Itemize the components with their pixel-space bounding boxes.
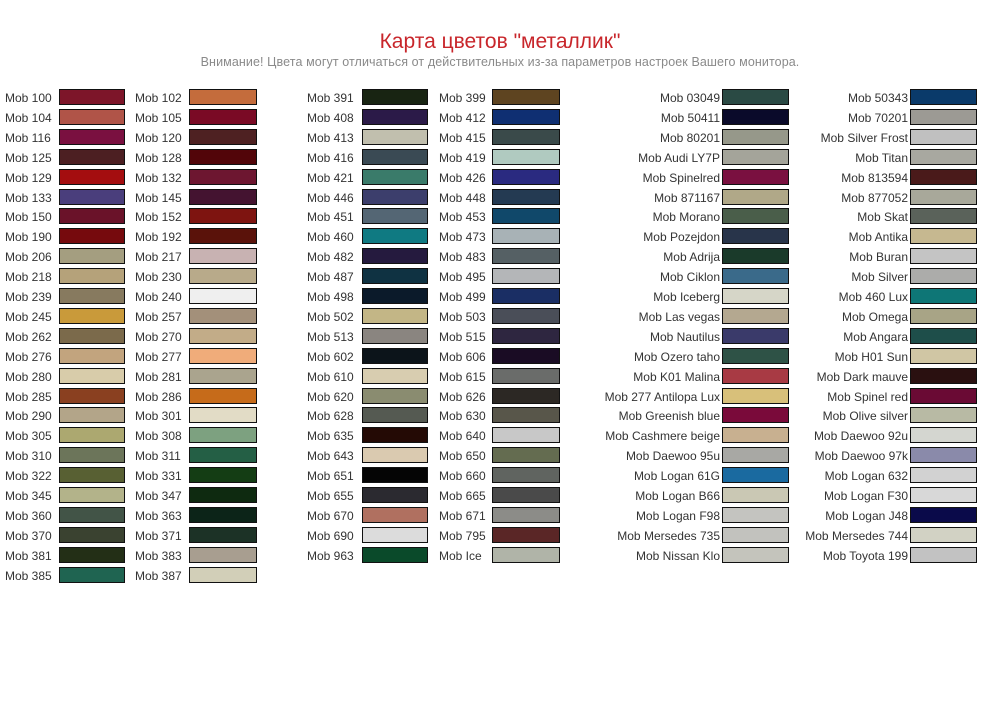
color-code-label: Mob 128: [135, 150, 182, 165]
color-code-label: Mob 383: [135, 548, 182, 563]
color-code-label: Mob 301: [135, 409, 182, 424]
color-swatch: [910, 248, 977, 264]
color-swatch: [362, 388, 428, 404]
color-swatch: [722, 368, 789, 384]
color-swatch: [189, 89, 257, 105]
color-code-label: Mob 03049: [659, 91, 720, 105]
color-code-label: Mob Logan F30: [823, 489, 908, 503]
color-swatch: [59, 507, 125, 523]
color-swatch: [362, 407, 428, 423]
color-swatch: [492, 388, 560, 404]
color-code-label: Mob Nissan Klo: [635, 548, 720, 563]
color-swatch: [910, 308, 977, 324]
color-code-label: Mob 360: [5, 508, 52, 523]
color-swatch: [910, 467, 977, 483]
color-swatch: [59, 208, 125, 224]
color-code-label: Mob 206: [5, 250, 52, 265]
color-swatch: [362, 208, 428, 224]
color-swatch: [492, 208, 560, 224]
color-code-label: Mob 331: [135, 469, 182, 484]
color-code-label: Mob 655: [307, 489, 354, 503]
color-code-label: Mob 640: [439, 429, 486, 444]
color-swatch: [910, 268, 977, 284]
color-code-label: Mob Toyota 199: [822, 548, 908, 563]
color-swatch: [910, 507, 977, 523]
color-code-label: Mob 192: [135, 230, 182, 245]
color-swatch: [189, 427, 257, 443]
color-swatch: [492, 427, 560, 443]
color-code-label: Mob 276: [5, 349, 52, 364]
color-swatch: [910, 109, 977, 125]
color-swatch: [492, 129, 560, 145]
color-swatch: [722, 507, 789, 523]
color-code-label: Mob 671: [439, 508, 486, 523]
color-swatch: [910, 547, 977, 563]
color-code-label: Mob 218: [5, 270, 52, 285]
color-code-label: Mob Adrija: [663, 250, 720, 265]
color-swatch: [189, 328, 257, 344]
color-code-label: Mob 448: [439, 190, 486, 205]
color-code-label: Mob 628: [307, 409, 354, 424]
color-code-label: Mob 813594: [841, 170, 908, 185]
color-code-label: Mob 152: [135, 210, 182, 225]
color-code-label: Mob 460: [307, 230, 354, 245]
color-code-label: Mob 310: [5, 449, 52, 464]
color-swatch: [492, 447, 560, 463]
color-code-label: Mob 498: [307, 290, 354, 304]
color-code-label: Mob 120: [135, 130, 182, 145]
color-code-label: Mob Ice: [439, 548, 482, 563]
color-code-label: Mob 270: [135, 329, 182, 344]
page-title: Карта цветов "металлик": [379, 30, 621, 53]
color-swatch: [910, 228, 977, 244]
color-code-label: Mob 419: [439, 150, 486, 165]
color-swatch: [492, 149, 560, 165]
color-code-label: Mob 125: [5, 150, 52, 165]
color-code-label: Mob 620: [307, 389, 354, 404]
color-code-label: Mob 230: [135, 270, 182, 285]
color-swatch: [362, 308, 428, 324]
color-swatch: [362, 189, 428, 205]
color-code-label: Mob 513: [307, 329, 354, 344]
color-code-label: Mob 415: [439, 130, 486, 145]
color-swatch: [722, 407, 789, 423]
color-swatch: [722, 447, 789, 463]
color-code-label: Mob Logan F98: [635, 508, 720, 523]
color-swatch: [910, 368, 977, 384]
color-code-label: Mob 102: [135, 91, 182, 105]
color-code-label: Mob 963: [307, 548, 354, 563]
color-code-label: Mob 412: [439, 110, 486, 125]
color-code-label: Mob 290: [5, 409, 52, 424]
color-swatch: [189, 348, 257, 364]
color-code-label: Mob 217: [135, 250, 182, 265]
color-swatch: [362, 169, 428, 185]
color-code-label: Mob Olive silver: [822, 409, 908, 424]
color-swatch: [59, 407, 125, 423]
color-code-label: Mob 363: [135, 508, 182, 523]
color-code-label: Mob 495: [439, 270, 486, 285]
color-swatch: [362, 447, 428, 463]
color-code-label: Mob Iceberg: [653, 290, 720, 304]
color-swatch: [59, 189, 125, 205]
color-swatch: [59, 89, 125, 105]
color-swatch: [722, 129, 789, 145]
color-code-label: Mob Omega: [841, 309, 908, 324]
color-swatch: [59, 427, 125, 443]
color-code-label: Mob 370: [5, 528, 52, 543]
color-code-label: Mob 245: [5, 309, 52, 324]
color-code-label: Mob 670: [307, 508, 354, 523]
color-code-label: Mob 311: [135, 449, 181, 464]
color-swatch: [492, 89, 560, 105]
color-code-label: Mob 690: [307, 528, 354, 543]
color-code-label: Mob 408: [307, 110, 354, 125]
color-code-label: Mob 602: [307, 349, 354, 364]
color-swatch: [189, 407, 257, 423]
color-code-label: Mob 413: [307, 130, 354, 145]
color-swatch: [189, 447, 257, 463]
color-code-label: Mob Audi LY7P: [638, 150, 720, 165]
color-swatch: [362, 89, 428, 105]
color-swatch: [722, 208, 789, 224]
color-swatch: [362, 467, 428, 483]
color-code-label: Mob Daewoo 95u: [625, 449, 720, 464]
color-swatch: [492, 228, 560, 244]
color-code-label: Mob 262: [5, 329, 52, 344]
color-code-label: Mob 371: [135, 528, 182, 543]
color-swatch: [910, 427, 977, 443]
color-swatch: [722, 547, 789, 563]
color-swatch: [59, 567, 125, 583]
color-code-label: Mob 104: [5, 110, 52, 125]
color-code-label: Mob H01 Sun: [834, 349, 908, 364]
color-swatch: [910, 149, 977, 165]
color-swatch: [362, 129, 428, 145]
color-code-label: Mob 150: [5, 210, 52, 225]
color-swatch: [492, 189, 560, 205]
color-swatch: [492, 169, 560, 185]
color-code-label: Mob Pozejdon: [643, 230, 720, 245]
color-swatch: [492, 308, 560, 324]
color-swatch: [910, 348, 977, 364]
color-swatch: [910, 208, 977, 224]
color-swatch: [59, 348, 125, 364]
color-code-label: Mob 129: [5, 170, 52, 185]
color-swatch: [722, 288, 789, 304]
color-code-label: Mob 391: [307, 91, 354, 105]
color-code-label: Mob 451: [307, 210, 354, 225]
color-code-label: Mob 483: [439, 250, 486, 265]
color-code-label: Mob 286: [135, 389, 182, 404]
color-code-label: Mob 305: [5, 429, 52, 444]
color-swatch: [189, 228, 257, 244]
color-swatch: [59, 149, 125, 165]
color-code-label: Mob Las vegas: [638, 309, 720, 324]
color-code-label: Mob Mersedes 735: [617, 528, 720, 543]
color-swatch: [189, 109, 257, 125]
color-code-label: Mob 387: [135, 568, 182, 583]
color-code-label: Mob 795: [439, 528, 486, 543]
color-code-label: Mob Ciklon: [659, 270, 720, 285]
color-swatch: [189, 189, 257, 205]
color-code-label: Mob 482: [307, 250, 354, 265]
color-code-label: Mob 665: [439, 489, 486, 503]
color-swatch: [362, 109, 428, 125]
color-swatch: [910, 189, 977, 205]
color-code-label: Mob Spinelred: [642, 170, 720, 185]
color-swatch: [910, 388, 977, 404]
color-swatch: [189, 388, 257, 404]
color-swatch: [910, 288, 977, 304]
color-swatch: [722, 328, 789, 344]
color-code-label: Mob K01 Malina: [633, 369, 720, 384]
color-code-label: Mob 630: [439, 409, 486, 424]
color-swatch: [492, 547, 560, 563]
color-swatch: [59, 368, 125, 384]
color-swatch: [59, 447, 125, 463]
color-code-label: Mob Logan J48: [825, 508, 908, 523]
color-code-label: Mob 416: [307, 150, 354, 165]
color-swatch: [492, 487, 560, 503]
color-code-label: Mob Spinel red: [827, 389, 908, 404]
color-code-label: Mob 515: [439, 329, 486, 344]
color-code-label: Mob 446: [307, 190, 354, 205]
color-code-label: Mob 502: [307, 309, 354, 324]
color-swatch: [59, 547, 125, 563]
color-code-label: Mob 635: [307, 429, 354, 444]
color-swatch: [362, 547, 428, 563]
color-code-label: Mob Buran: [849, 250, 908, 265]
color-swatch: [910, 169, 977, 185]
color-code-label: Mob Skat: [857, 210, 908, 225]
color-code-label: Mob 487: [307, 270, 354, 285]
color-swatch: [492, 348, 560, 364]
color-swatch: [492, 527, 560, 543]
color-swatch: [362, 368, 428, 384]
color-swatch: [492, 268, 560, 284]
color-swatch: [722, 427, 789, 443]
page-subtitle: Внимание! Цвета могут отличаться от действительных из-за параметров настроек Вашего монитора.: [200, 55, 800, 69]
color-swatch: [189, 248, 257, 264]
color-swatch: [910, 328, 977, 344]
color-swatch: [492, 248, 560, 264]
color-swatch: [189, 268, 257, 284]
color-swatch: [189, 547, 257, 563]
color-swatch: [492, 467, 560, 483]
color-swatch: [189, 487, 257, 503]
color-swatch: [362, 228, 428, 244]
color-code-label: Mob 105: [135, 110, 182, 125]
color-swatch: [910, 89, 977, 105]
color-code-label: Mob 345: [5, 489, 52, 503]
color-swatch: [362, 487, 428, 503]
color-swatch: [59, 129, 125, 145]
color-code-label: Mob 116: [5, 130, 51, 145]
color-swatch: [189, 149, 257, 165]
color-swatch: [362, 427, 428, 443]
color-swatch: [59, 268, 125, 284]
color-code-label: Mob Daewoo 97k: [814, 449, 908, 464]
color-code-label: Mob 453: [439, 210, 486, 225]
color-code-label: Mob 50411: [660, 110, 720, 125]
color-swatch: [362, 348, 428, 364]
color-swatch: [189, 368, 257, 384]
color-swatch: [59, 527, 125, 543]
color-swatch: [722, 228, 789, 244]
color-swatch: [722, 248, 789, 264]
color-swatch: [59, 109, 125, 125]
color-swatch: [189, 129, 257, 145]
color-code-label: Mob 421: [307, 170, 354, 185]
color-swatch: [492, 288, 560, 304]
color-code-label: Mob 643: [307, 449, 354, 464]
color-code-label: Mob Mersedes 744: [805, 528, 908, 543]
color-code-label: Mob Silver Frost: [820, 130, 908, 145]
color-swatch: [910, 527, 977, 543]
color-swatch: [362, 248, 428, 264]
color-swatch: [362, 149, 428, 165]
color-swatch: [492, 368, 560, 384]
color-code-label: Mob 239: [5, 290, 52, 304]
color-code-label: Mob Daewoo 92u: [813, 429, 908, 444]
color-swatch: [722, 527, 789, 543]
color-swatch: [189, 208, 257, 224]
color-swatch: [59, 328, 125, 344]
color-swatch: [910, 447, 977, 463]
color-swatch: [722, 89, 789, 105]
color-code-label: Mob 277 Antilopa Lux: [604, 389, 720, 404]
color-swatch: [362, 527, 428, 543]
color-swatch: [59, 308, 125, 324]
color-swatch: [722, 308, 789, 324]
color-swatch: [189, 288, 257, 304]
color-code-label: Mob 280: [5, 369, 52, 384]
color-code-label: Mob 610: [307, 369, 354, 384]
color-swatch: [59, 169, 125, 185]
color-swatch: [910, 487, 977, 503]
color-code-label: Mob 145: [135, 190, 182, 205]
color-code-label: Mob 277: [135, 349, 182, 364]
color-code-label: Mob Silver: [851, 270, 908, 285]
color-swatch: [189, 527, 257, 543]
color-code-label: Mob Angara: [843, 329, 908, 344]
color-swatch: [722, 268, 789, 284]
color-code-label: Mob 606: [439, 349, 486, 364]
color-code-label: Mob 473: [439, 230, 486, 245]
color-code-label: Mob Logan 632: [824, 469, 908, 484]
color-swatch: [492, 328, 560, 344]
color-swatch: [722, 388, 789, 404]
color-code-label: Mob 877052: [841, 190, 908, 205]
color-code-label: Mob 660: [439, 469, 486, 484]
color-swatch: [722, 189, 789, 205]
color-code-label: Mob 100: [5, 91, 52, 105]
color-swatch: [189, 507, 257, 523]
color-code-label: Mob 626: [439, 389, 486, 404]
color-code-label: Mob Greenish blue: [618, 409, 720, 424]
color-swatch: [59, 467, 125, 483]
color-swatch: [189, 467, 257, 483]
color-code-label: Mob Morano: [652, 210, 720, 225]
color-code-label: Mob 257: [135, 309, 182, 324]
color-code-label: Mob 499: [439, 290, 486, 304]
color-swatch: [722, 169, 789, 185]
color-code-label: Mob 347: [135, 489, 182, 503]
color-code-label: Mob 80201: [659, 130, 720, 145]
color-code-label: Mob 615: [439, 369, 486, 384]
color-swatch: [910, 129, 977, 145]
color-code-label: Mob Titan: [855, 150, 908, 165]
color-code-label: Mob 426: [439, 170, 486, 185]
color-swatch: [362, 288, 428, 304]
color-code-label: Mob 281: [135, 369, 182, 384]
color-code-label: Mob Logan B66: [635, 489, 720, 503]
color-swatch: [910, 407, 977, 423]
color-code-label: Mob 50343: [847, 91, 908, 105]
color-code-label: Mob 871167: [654, 190, 720, 205]
color-swatch: [59, 487, 125, 503]
color-code-label: Mob 322: [5, 469, 52, 484]
color-swatch: [59, 388, 125, 404]
color-swatch: [189, 308, 257, 324]
color-swatch: [722, 467, 789, 483]
color-code-label: Mob Antika: [848, 230, 908, 245]
color-code-label: Mob 399: [439, 91, 486, 105]
color-swatch: [362, 328, 428, 344]
color-code-label: Mob 133: [5, 190, 52, 205]
color-swatch: [189, 169, 257, 185]
color-swatch: [362, 268, 428, 284]
color-code-label: Mob 651: [307, 469, 354, 484]
color-code-label: Mob 240: [135, 290, 182, 304]
color-swatch: [189, 567, 257, 583]
color-code-label: Mob 308: [135, 429, 182, 444]
color-code-label: Mob 190: [5, 230, 52, 245]
color-swatch: [59, 288, 125, 304]
color-code-label: Mob 650: [439, 449, 486, 464]
color-code-label: Mob Ozero taho: [633, 349, 720, 364]
color-code-label: Mob 132: [135, 170, 182, 185]
color-swatch: [492, 109, 560, 125]
color-code-label: Mob Dark mauve: [816, 369, 908, 384]
color-swatch: [492, 407, 560, 423]
color-code-label: Mob Cashmere beige: [605, 429, 720, 444]
color-code-label: Mob 385: [5, 568, 52, 583]
color-swatch: [492, 507, 560, 523]
color-code-label: Mob 503: [439, 309, 486, 324]
color-swatch: [59, 228, 125, 244]
color-code-label: Mob 460 Lux: [838, 290, 908, 304]
color-swatch: [362, 507, 428, 523]
color-swatch: [722, 348, 789, 364]
color-code-label: Mob 70201: [847, 110, 908, 125]
color-code-label: Mob Nautilus: [649, 329, 720, 344]
color-code-label: Mob 285: [5, 389, 52, 404]
color-swatch: [59, 248, 125, 264]
color-swatch: [722, 149, 789, 165]
color-swatch: [722, 109, 789, 125]
color-code-label: Mob Logan 61G: [633, 469, 720, 484]
color-swatch: [722, 487, 789, 503]
color-code-label: Mob 381: [5, 548, 52, 563]
